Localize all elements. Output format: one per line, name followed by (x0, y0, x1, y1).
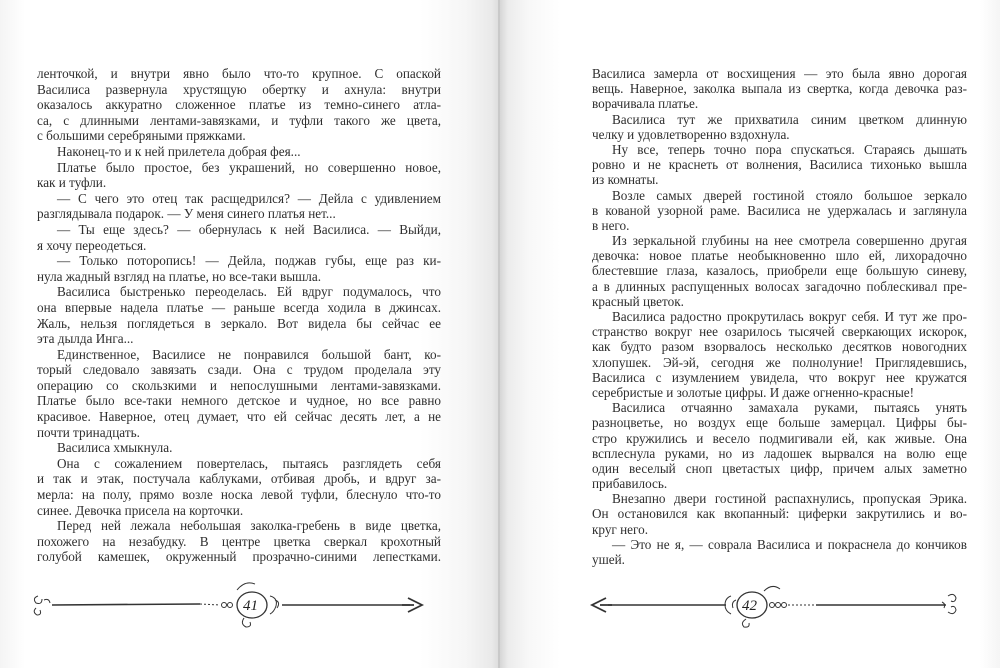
text-line: Василиса с изумлением увидела, что вокруг нее кружатся (592, 369, 967, 385)
text-line: Василиса отчаянно замахала руками, пытаясь унять (612, 400, 967, 416)
text-line: эта дылда Инга... (37, 331, 134, 347)
text-line: — Только поторопись! — Дейла, поджав губы, еще раз ки- (57, 253, 441, 269)
text-line: из комнаты. (592, 172, 659, 188)
text-line: прибавилось. (592, 476, 668, 492)
text-line: в него. (592, 217, 630, 233)
text-line: мерла: на полу, прямо возле носка левой туфли, блеснуло что-то (37, 487, 441, 503)
text-line: ровно и не краснеть от волнения, Василиса тихонько вышла (592, 157, 967, 173)
text-line: челку и удовлетворенно вздохнула. (592, 126, 790, 142)
swirl-icon (942, 594, 956, 613)
text-line: ленточкой, и внутри явно было что-то крупное. С опаской (37, 66, 441, 81)
text-line: Внезапно двери гостиной распахнулись, пропуская Эрика. (612, 491, 967, 507)
text-line: Возле самых дверей гостиной стояло большое зеркало (612, 187, 967, 203)
text-line: с большими серебряными пряжками. (37, 128, 246, 144)
text-line: нула жадный взгляд на платье, но все-таки вышла. (37, 268, 322, 284)
text-line: Василиса быстренько переоделась. Ей вдруг подумалось, что (57, 284, 441, 300)
text-line: странство вокруг нее озарилось тысячей сверкающих искорок, (592, 324, 967, 340)
text-line: Платье было простое, без украшений, но совершенно новое, (57, 159, 441, 175)
text-line: са, с длинными лентами-завязками, и туфли такого же цвета, (37, 112, 441, 128)
text-line: вещь. Наверное, заколка выпала из свертка, когда девочка раз- (592, 81, 967, 97)
text-line: разноцветье, но воздух еще больше замерцал. Цифры бы- (592, 415, 967, 431)
text-line: стро кружились и весело подмигивали ей, как живые. Она (592, 430, 967, 446)
left-page-footer-ornament (30, 578, 450, 628)
text-line: — Это не я, — соврала Василиса и покраснела до кончиков (612, 536, 967, 552)
text-line: ушей. (592, 552, 625, 567)
text-line: а в длинных распущенных волосах загадочно поблескивал пре- (592, 278, 967, 294)
text-line: всплеснула руками, но из ладошек вырвался на волю еще (592, 445, 967, 461)
text-line: Наконец-то и к ней прилетела добрая фея... (57, 143, 301, 159)
text-line: в кованой узорной раме. Василиса не удержалась и заглянула (592, 202, 967, 218)
text-line: торый следовало завязать сзади. Она с трудом проделала эту (37, 362, 441, 378)
text-line: блестевшие глаза, казалось, приобрели еще большую синеву, (592, 263, 967, 279)
text-line: — Ты еще здесь? — обернулась к ней Василиса. — Выйди, (57, 221, 441, 237)
text-line: она впервые надела платье — раньше всегда ходила в джинсах. (37, 299, 441, 315)
text-line: ворачивала платье. (592, 96, 699, 112)
text-line: девочка: новое платье необыкновенно шло ей, лихорадочно (592, 248, 967, 264)
text-line: как будто разом взорвалось несколько десятков новогодних (592, 339, 967, 355)
right-page (500, 0, 1000, 668)
text-line: хлопушек. Эй-эй, сегодня же полнолуние! Приглядевшись, (592, 354, 967, 370)
swirl-icon (34, 596, 50, 615)
text-line: Ну все, теперь точно пора спускаться. Стараясь дышать (612, 141, 967, 157)
text-line: я хочу переодеться. (37, 237, 147, 253)
right-page-text (592, 66, 967, 567)
text-line: Из зеркальной глубины на нее смотрела совершенно другая (612, 233, 967, 249)
text-line: Платье было все-таки немного детское и чудное, но все равно (37, 393, 441, 409)
text-line: Василиса хмыкнула. (57, 440, 173, 456)
text-line: операцию со скользкими и непослушными лентами-завязками. (37, 377, 441, 393)
text-line: красный цветок. (592, 293, 684, 309)
left-page (0, 0, 499, 668)
text-line: серебристые и золотые цифры. И даже огненно-красные! (592, 384, 915, 400)
text-line: — С чего это отец так расщедрился? — Дейла с удивлением (57, 190, 441, 206)
page-number: 41 (243, 598, 258, 614)
text-line: Жаль, нельзя поглядеться в зеркало. Вот видела бы сейчас ее (37, 315, 441, 331)
text-line: Василиса замерла от восхищения — это была явно дорогая (592, 66, 967, 81)
text-line: разглядывала подарок. — У меня синего платья нет... (37, 206, 336, 222)
text-line: Перед ней лежала небольшая заколка-гребень в виде цветка, (57, 518, 441, 534)
text-line: и так и этак, постучала каблуками, отбивая дробь, и вдруг за- (37, 471, 441, 487)
text-line: один веселый сноп цветастых цифр, причем алых заметно (592, 460, 967, 476)
text-line: Василиса развернула хрустящую обертку и ахнула: внутри (37, 81, 441, 97)
text-line: Василиса тут же прихватила синим цветком длинную (612, 111, 967, 127)
text-line: оказалось аккуратно сложенное платье из темно-синего атла- (37, 97, 441, 113)
right-page-footer-ornament (586, 578, 976, 628)
text-line: Он остановился как вкопанный: циферки закрутились и во- (592, 506, 967, 522)
text-line: как и туфли. (37, 175, 107, 191)
left-page-text (37, 66, 441, 565)
text-line: красивое. Наверное, отец думает, что ей сейчас десять лет, а не (37, 409, 441, 425)
text-line: голубой камешек, окруженный прозрачно-синими лепестками. (37, 549, 441, 565)
text-line: синее. Девочка присела на корточки. (37, 502, 244, 518)
text-line: Василиса радостно прокрутилась вокруг себя. И тут же про- (612, 309, 967, 324)
text-line: Она с сожалением повертелась, пытаясь разглядеть себя (57, 455, 441, 471)
text-line: Единственное, Василисе не понравился большой бант, ко- (57, 346, 441, 362)
text-line: круг него. (592, 521, 649, 537)
text-line: почти тринадцать. (37, 424, 140, 440)
page-number: 42 (742, 598, 757, 614)
text-line: похожего на незабудку. В центре цветка сверкал крохотный (37, 533, 441, 549)
